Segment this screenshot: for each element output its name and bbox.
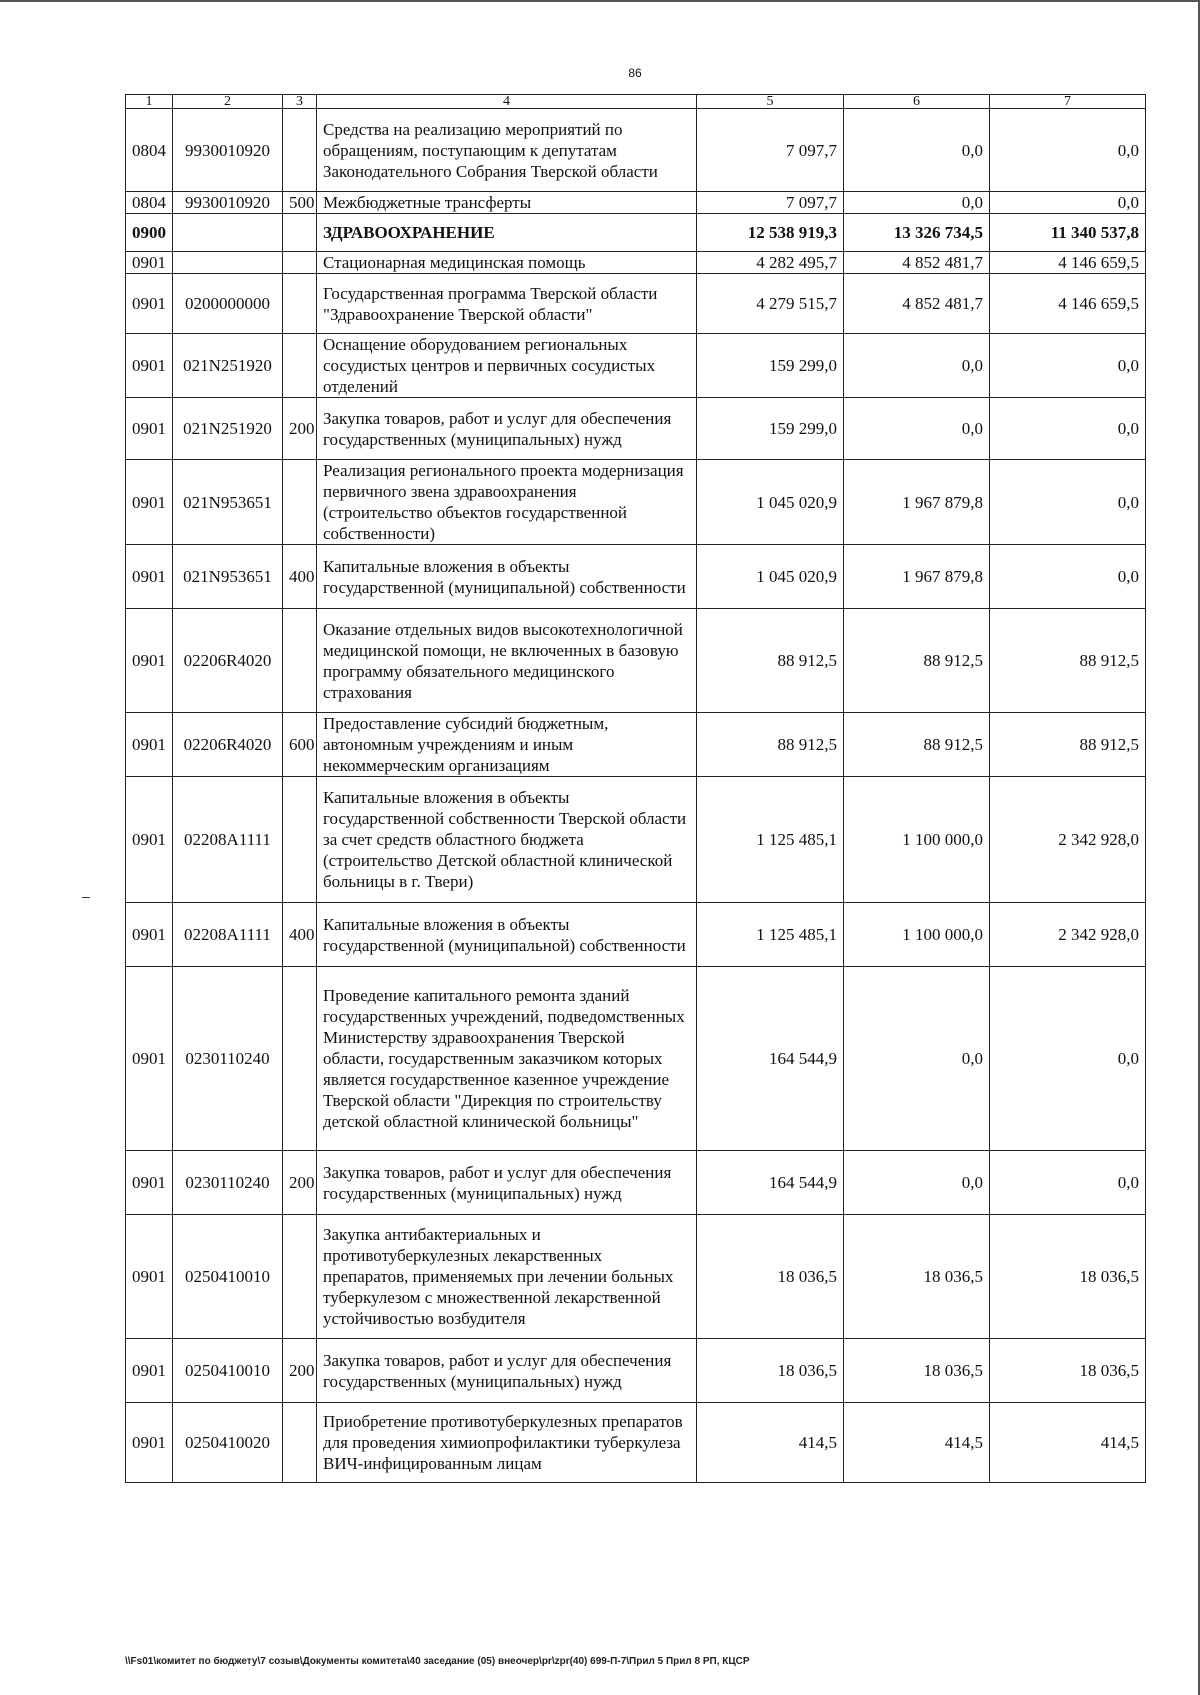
section-code: 0901	[126, 334, 173, 398]
column-header: 6	[844, 95, 990, 109]
expense-type-code: 200	[283, 1151, 317, 1215]
section-code: 0901	[126, 903, 173, 967]
amount-col7: 0,0	[990, 334, 1146, 398]
amount-col7: 0,0	[990, 192, 1146, 214]
expense-type-code: 200	[283, 1339, 317, 1403]
expense-type-code	[283, 214, 317, 252]
expense-type-code: 500	[283, 192, 317, 214]
section-code: 0901	[126, 460, 173, 545]
item-name: Межбюджетные трансферты	[317, 192, 697, 214]
amount-col5: 1 045 020,9	[697, 545, 844, 609]
amount-col5: 1 045 020,9	[697, 460, 844, 545]
table-row	[126, 777, 1146, 903]
amount-col5: 159 299,0	[697, 398, 844, 460]
item-name: Государственная программа Тверской области "Здравоохранение Тверской области"	[317, 274, 697, 334]
target-code: 0250410010	[173, 1215, 283, 1339]
table-row	[126, 1215, 1146, 1339]
table-row	[126, 1403, 1146, 1483]
amount-col6: 88 912,5	[844, 713, 990, 777]
target-code: 0200000000	[173, 274, 283, 334]
item-name: Предоставление субсидий бюджетным, автономным учреждениям и иным некоммерческим организациям	[317, 713, 697, 777]
table-row	[126, 903, 1146, 967]
target-code: 021N251920	[173, 398, 283, 460]
section-code: 0804	[126, 109, 173, 192]
column-header: 3	[283, 95, 317, 109]
amount-col5: 1 125 485,1	[697, 903, 844, 967]
section-code: 0901	[126, 1403, 173, 1483]
item-name: Закупка товаров, работ и услуг для обеспечения государственных (муниципальных) нужд	[317, 1339, 697, 1403]
column-header: 5	[697, 95, 844, 109]
section-code: 0901	[126, 398, 173, 460]
amount-col6: 0,0	[844, 1151, 990, 1215]
item-name: Оснащение оборудованием региональных сосудистых центров и первичных сосудистых отделений	[317, 334, 697, 398]
amount-col7: 0,0	[990, 1151, 1146, 1215]
amount-col6: 0,0	[844, 967, 990, 1151]
target-code: 9930010920	[173, 192, 283, 214]
item-name: ЗДРАВООХРАНЕНИЕ	[317, 214, 697, 252]
amount-col5: 159 299,0	[697, 334, 844, 398]
amount-col7: 0,0	[990, 545, 1146, 609]
target-code: 02208A1111	[173, 903, 283, 967]
table-row	[126, 713, 1146, 777]
page-number: 86	[628, 66, 642, 80]
section-code: 0901	[126, 1151, 173, 1215]
table-row	[126, 192, 1146, 214]
item-name: Закупка товаров, работ и услуг для обеспечения государственных (муниципальных) нужд	[317, 398, 697, 460]
target-code: 9930010920	[173, 109, 283, 192]
item-name: Реализация регионального проекта модернизация первичного звена здравоохранения (строительство объектов государственной собственности)	[317, 460, 697, 545]
target-code: 0230110240	[173, 1151, 283, 1215]
table-row	[126, 545, 1146, 609]
table-row	[126, 274, 1146, 334]
table-row	[126, 334, 1146, 398]
target-code	[173, 252, 283, 274]
amount-col7: 88 912,5	[990, 713, 1146, 777]
section-code: 0804	[126, 192, 173, 214]
section-code: 0901	[126, 1215, 173, 1339]
target-code: 0230110240	[173, 967, 283, 1151]
amount-col7: 0,0	[990, 967, 1146, 1151]
table-row	[126, 1151, 1146, 1215]
amount-col7: 2 342 928,0	[990, 777, 1146, 903]
expense-type-code	[283, 252, 317, 274]
amount-col5: 4 282 495,7	[697, 252, 844, 274]
amount-col5: 7 097,7	[697, 109, 844, 192]
expense-type-code	[283, 109, 317, 192]
amount-col5: 12 538 919,3	[697, 214, 844, 252]
item-name: Капитальные вложения в объекты государственной (муниципальной) собственности	[317, 545, 697, 609]
amount-col5: 88 912,5	[697, 713, 844, 777]
expense-type-code	[283, 460, 317, 545]
section-code: 0901	[126, 252, 173, 274]
amount-col6: 0,0	[844, 334, 990, 398]
expense-type-code	[283, 967, 317, 1151]
amount-col6: 414,5	[844, 1403, 990, 1483]
target-code: 02208A1111	[173, 777, 283, 903]
amount-col5: 18 036,5	[697, 1215, 844, 1339]
expense-type-code: 400	[283, 545, 317, 609]
amount-col6: 0,0	[844, 398, 990, 460]
target-code: 0250410010	[173, 1339, 283, 1403]
amount-col7: 4 146 659,5	[990, 252, 1146, 274]
item-name: Проведение капитального ремонта зданий государственных учреждений, подведомственных Министерству здравоохранения Тверской области, государственным заказчиком которых является государственное казенное учреждение Тверской области "Дирекция по строительству детской областной клинической больницы"	[317, 967, 697, 1151]
amount-col7: 4 146 659,5	[990, 274, 1146, 334]
section-code: 0901	[126, 777, 173, 903]
expense-type-code: 200	[283, 398, 317, 460]
section-code: 0901	[126, 1339, 173, 1403]
column-header: 7	[990, 95, 1146, 109]
item-name: Оказание отдельных видов высокотехнологичной медицинской помощи, не включенных в базовую программу обязательного медицинского страхования	[317, 609, 697, 713]
section-code: 0901	[126, 545, 173, 609]
target-code: 021N953651	[173, 460, 283, 545]
expense-type-code	[283, 777, 317, 903]
amount-col6: 0,0	[844, 109, 990, 192]
amount-col5: 1 125 485,1	[697, 777, 844, 903]
amount-col7: 0,0	[990, 460, 1146, 545]
amount-col6: 13 326 734,5	[844, 214, 990, 252]
column-number-row	[126, 95, 1146, 109]
expense-type-code	[283, 274, 317, 334]
table-row	[126, 967, 1146, 1151]
column-header: 1	[126, 95, 173, 109]
amount-col7: 18 036,5	[990, 1339, 1146, 1403]
expense-type-code: 400	[283, 903, 317, 967]
table-row	[126, 252, 1146, 274]
table-body	[126, 109, 1146, 1483]
section-code: 0901	[126, 609, 173, 713]
column-header: 2	[173, 95, 283, 109]
target-code: 02206R4020	[173, 609, 283, 713]
amount-col7: 88 912,5	[990, 609, 1146, 713]
amount-col7: 18 036,5	[990, 1215, 1146, 1339]
expense-type-code	[283, 1215, 317, 1339]
target-code: 021N251920	[173, 334, 283, 398]
footer-file-path: \\Fs01\комитет по бюджету\7 созыв\Документы комитета\40 заседание (05) внеочер\pr\zpr(40) 699-П-7\Прил 5 Прил 8 РП, КЦСР	[125, 1656, 750, 1667]
amount-col5: 88 912,5	[697, 609, 844, 713]
expense-type-code	[283, 609, 317, 713]
amount-col6: 4 852 481,7	[844, 252, 990, 274]
margin-mark	[82, 897, 90, 898]
amount-col6: 1 100 000,0	[844, 777, 990, 903]
amount-col6: 1 100 000,0	[844, 903, 990, 967]
item-name: Капитальные вложения в объекты государственной собственности Тверской области за счет средств областного бюджета (строительство Детской областной клинической больницы в г. Твери)	[317, 777, 697, 903]
amount-col5: 4 279 515,7	[697, 274, 844, 334]
target-code: 02206R4020	[173, 713, 283, 777]
table-row	[126, 609, 1146, 713]
amount-col6: 1 967 879,8	[844, 460, 990, 545]
target-code: 0250410020	[173, 1403, 283, 1483]
table-row	[126, 214, 1146, 252]
amount-col6: 1 967 879,8	[844, 545, 990, 609]
section-code: 0901	[126, 274, 173, 334]
target-code	[173, 214, 283, 252]
amount-col5: 164 544,9	[697, 967, 844, 1151]
section-code: 0901	[126, 713, 173, 777]
amount-col6: 4 852 481,7	[844, 274, 990, 334]
table-row	[126, 109, 1146, 192]
amount-col7: 2 342 928,0	[990, 903, 1146, 967]
table-row	[126, 460, 1146, 545]
amount-col5: 164 544,9	[697, 1151, 844, 1215]
amount-col6: 88 912,5	[844, 609, 990, 713]
amount-col6: 0,0	[844, 192, 990, 214]
target-code: 021N953651	[173, 545, 283, 609]
item-name: Средства на реализацию мероприятий по обращениям, поступающим к депутатам Законодательного Собрания Тверской области	[317, 109, 697, 192]
budget-table	[125, 94, 1146, 1483]
amount-col5: 18 036,5	[697, 1339, 844, 1403]
item-name: Приобретение противотуберкулезных препаратов для проведения химиопрофилактики туберкулеза ВИЧ-инфицированным лицам	[317, 1403, 697, 1483]
amount-col6: 18 036,5	[844, 1215, 990, 1339]
amount-col7: 11 340 537,8	[990, 214, 1146, 252]
amount-col7: 414,5	[990, 1403, 1146, 1483]
item-name: Закупка антибактериальных и противотуберкулезных лекарственных препаратов, применяемых при лечении больных туберкулезом с множественной лекарственной устойчивостью возбудителя	[317, 1215, 697, 1339]
table-row	[126, 1339, 1146, 1403]
column-header: 4	[317, 95, 697, 109]
item-name: Стационарная медицинская помощь	[317, 252, 697, 274]
item-name: Капитальные вложения в объекты государственной (муниципальной) собственности	[317, 903, 697, 967]
item-name: Закупка товаров, работ и услуг для обеспечения государственных (муниципальных) нужд	[317, 1151, 697, 1215]
section-code: 0900	[126, 214, 173, 252]
amount-col7: 0,0	[990, 109, 1146, 192]
section-code: 0901	[126, 967, 173, 1151]
expense-type-code	[283, 334, 317, 398]
amount-col5: 7 097,7	[697, 192, 844, 214]
amount-col5: 414,5	[697, 1403, 844, 1483]
expense-type-code: 600	[283, 713, 317, 777]
table-row	[126, 398, 1146, 460]
amount-col7: 0,0	[990, 398, 1146, 460]
amount-col6: 18 036,5	[844, 1339, 990, 1403]
expense-type-code	[283, 1403, 317, 1483]
